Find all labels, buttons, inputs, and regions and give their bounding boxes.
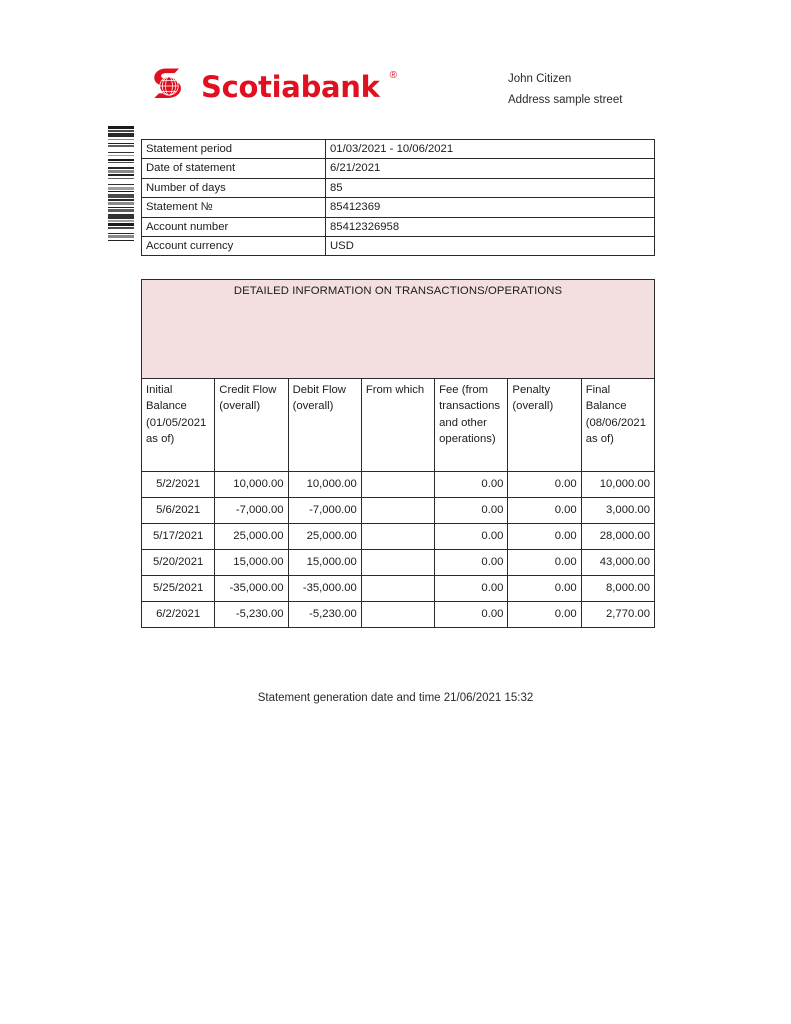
cell-penalty: 0.00 bbox=[508, 550, 581, 576]
cell-fee: 0.00 bbox=[435, 524, 508, 550]
cell-from-which bbox=[361, 524, 434, 550]
cell-from-which bbox=[361, 472, 434, 498]
cell-debit-flow: -7,000.00 bbox=[288, 498, 361, 524]
cell-fee: 0.00 bbox=[435, 472, 508, 498]
cell-final-balance: 43,000.00 bbox=[581, 550, 654, 576]
cell-credit-flow: 25,000.00 bbox=[215, 524, 288, 550]
cell-from-which bbox=[361, 602, 434, 628]
table-row bbox=[142, 576, 655, 602]
info-value: 01/03/2021 - 10/06/2021 bbox=[326, 140, 655, 159]
cell-credit-flow: -35,000.00 bbox=[215, 576, 288, 602]
info-label: Statement period bbox=[142, 140, 326, 159]
cell-credit-flow: 10,000.00 bbox=[215, 472, 288, 498]
info-row bbox=[142, 178, 655, 197]
cell-final-balance: 28,000.00 bbox=[581, 524, 654, 550]
cell-final-balance: 3,000.00 bbox=[581, 498, 654, 524]
transactions-banner-title: DETAILED INFORMATION ON TRANSACTIONS/OPERATIONS bbox=[142, 280, 655, 379]
column-header-credit-flow: Credit Flow (overall) bbox=[215, 379, 288, 472]
info-label: Statement № bbox=[142, 198, 326, 217]
transactions-body bbox=[142, 472, 655, 628]
info-label: Account currency bbox=[142, 236, 326, 255]
info-value: 6/21/2021 bbox=[326, 159, 655, 178]
info-label: Number of days bbox=[142, 178, 326, 197]
cell-date: 5/6/2021 bbox=[142, 498, 215, 524]
column-header-initial-balance: Initial Balance (01/05/2021 as of) bbox=[142, 379, 215, 472]
info-label: Account number bbox=[142, 217, 326, 236]
info-value: 85412326958 bbox=[326, 217, 655, 236]
cell-final-balance: 8,000.00 bbox=[581, 576, 654, 602]
bank-name: Scotiabank bbox=[201, 69, 380, 104]
cell-debit-flow: -5,230.00 bbox=[288, 602, 361, 628]
info-row bbox=[142, 217, 655, 236]
table-row bbox=[142, 602, 655, 628]
table-row bbox=[142, 550, 655, 576]
info-row bbox=[142, 140, 655, 159]
barcode-icon bbox=[108, 126, 134, 274]
column-header-debit-flow: Debit Flow (overall) bbox=[288, 379, 361, 472]
cell-date: 6/2/2021 bbox=[142, 602, 215, 628]
cell-credit-flow: -7,000.00 bbox=[215, 498, 288, 524]
info-value: 85412369 bbox=[326, 198, 655, 217]
cell-date: 5/17/2021 bbox=[142, 524, 215, 550]
cell-credit-flow: -5,230.00 bbox=[215, 602, 288, 628]
cell-debit-flow: 10,000.00 bbox=[288, 472, 361, 498]
transactions-head bbox=[142, 280, 655, 472]
info-value: USD bbox=[326, 236, 655, 255]
customer-address: Address sample street bbox=[508, 94, 623, 107]
info-row bbox=[142, 198, 655, 217]
info-label: Date of statement bbox=[142, 159, 326, 178]
table-row bbox=[142, 524, 655, 550]
transactions-banner-row bbox=[142, 280, 655, 379]
info-row bbox=[142, 159, 655, 178]
cell-debit-flow: 15,000.00 bbox=[288, 550, 361, 576]
table-row bbox=[142, 498, 655, 524]
cell-debit-flow: -35,000.00 bbox=[288, 576, 361, 602]
cell-credit-flow: 15,000.00 bbox=[215, 550, 288, 576]
bank-logo bbox=[146, 63, 396, 109]
cell-from-which bbox=[361, 550, 434, 576]
scotiabank-globe-logo-icon bbox=[146, 63, 192, 109]
registered-trademark-icon: ® bbox=[389, 69, 398, 81]
info-row bbox=[142, 236, 655, 255]
cell-final-balance: 2,770.00 bbox=[581, 602, 654, 628]
cell-penalty: 0.00 bbox=[508, 472, 581, 498]
transactions-table bbox=[141, 279, 655, 628]
cell-from-which bbox=[361, 576, 434, 602]
column-header-fee: Fee (from transactions and other operations) bbox=[435, 379, 508, 472]
cell-penalty: 0.00 bbox=[508, 602, 581, 628]
cell-debit-flow: 25,000.00 bbox=[288, 524, 361, 550]
statement-info-table bbox=[141, 139, 655, 256]
cell-date: 5/20/2021 bbox=[142, 550, 215, 576]
cell-fee: 0.00 bbox=[435, 498, 508, 524]
cell-fee: 0.00 bbox=[435, 602, 508, 628]
cell-penalty: 0.00 bbox=[508, 498, 581, 524]
cell-fee: 0.00 bbox=[435, 550, 508, 576]
cell-from-which bbox=[361, 498, 434, 524]
document-header bbox=[0, 55, 791, 125]
column-header-penalty: Penalty (overall) bbox=[508, 379, 581, 472]
cell-penalty: 0.00 bbox=[508, 524, 581, 550]
column-header-from-which: From which bbox=[361, 379, 434, 472]
statement-info-body bbox=[142, 140, 655, 256]
customer-name: John Citizen bbox=[508, 73, 572, 85]
table-row bbox=[142, 472, 655, 498]
statement-generation-note: Statement generation date and time 21/06/2021 15:32 bbox=[257, 692, 534, 704]
column-header-final-balance: Final Balance (08/06/2021 as of) bbox=[581, 379, 654, 472]
cell-date: 5/25/2021 bbox=[142, 576, 215, 602]
cell-final-balance: 10,000.00 bbox=[581, 472, 654, 498]
customer-address-block bbox=[508, 69, 622, 112]
cell-fee: 0.00 bbox=[435, 576, 508, 602]
cell-penalty: 0.00 bbox=[508, 576, 581, 602]
transactions-header-row bbox=[142, 379, 655, 472]
info-value: 85 bbox=[326, 178, 655, 197]
cell-date: 5/2/2021 bbox=[142, 472, 215, 498]
